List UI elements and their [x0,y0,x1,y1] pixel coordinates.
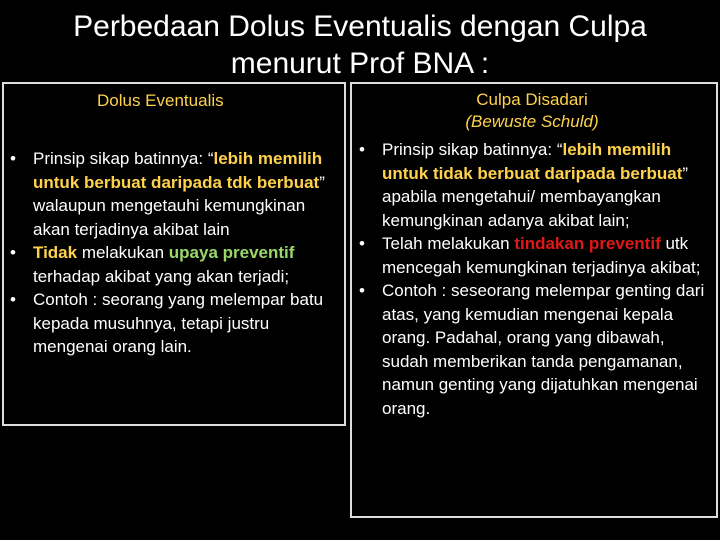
highlight-yellow: Tidak [33,243,78,262]
right-bullet-list [357,138,715,420]
title-line-2: menurut Prof BNA : [230,47,490,80]
text-span: Telah melakukan [382,234,515,253]
title-line-1: Perbedaan Dolus Eventualis dengan Culpa [73,10,647,43]
text-span: Contoh : seseorang melempar genting dari atas, yang kemudian mengenai kepala orang. Padahal, orang yang dibawah, sudah memberikan tanda pengamanan, namun genting yang dijatuhkan mengenai orang. [382,281,705,418]
highlight-red: tindakan preventif [514,234,661,253]
left-bullet-2 [8,241,342,288]
highlight-yellow: lebih memilih untuk berbuat daripada tdk berbuat [33,149,323,192]
left-column-header: Dolus Eventualis [97,91,224,110]
text-span: Prinsip sikap batinnya: “ [33,149,214,168]
right-bullet-1 [357,138,715,232]
text-span: utk mencegah kemungkinan terjadinya akibat; [382,234,701,277]
right-header-subtitle: (Bewuste Schuld) [465,112,599,131]
text-span: Prinsip sikap batinnya: “ [382,140,563,159]
text-span: ” apabila mengetahui/ membayangkan kemungkinan adanya akibat lain; [382,163,689,230]
text-span: terhadap akibat yang akan terjadi; [33,266,290,286]
left-bullet-list [8,147,342,359]
highlight-green: upaya preventif [168,243,295,262]
left-bullet-3 [8,288,342,359]
text-span: Contoh : seorang yang melempar batu kepada musuhnya, tetapi justru mengenai orang lain. [33,290,324,356]
slide-title [0,8,720,82]
text-span: ” walaupun mengetauhi kemungkinan akan terjadinya akibat lain [33,172,325,239]
right-column-header [350,89,714,133]
right-header-title: Culpa Disadari [476,90,588,109]
right-bullet-2 [357,232,715,279]
left-bullet-1 [8,147,342,241]
right-bullet-3 [357,279,715,420]
text-span: melakukan [77,243,169,262]
highlight-yellow: lebih memilih untuk tidak berbuat daripada berbuat [382,140,683,183]
